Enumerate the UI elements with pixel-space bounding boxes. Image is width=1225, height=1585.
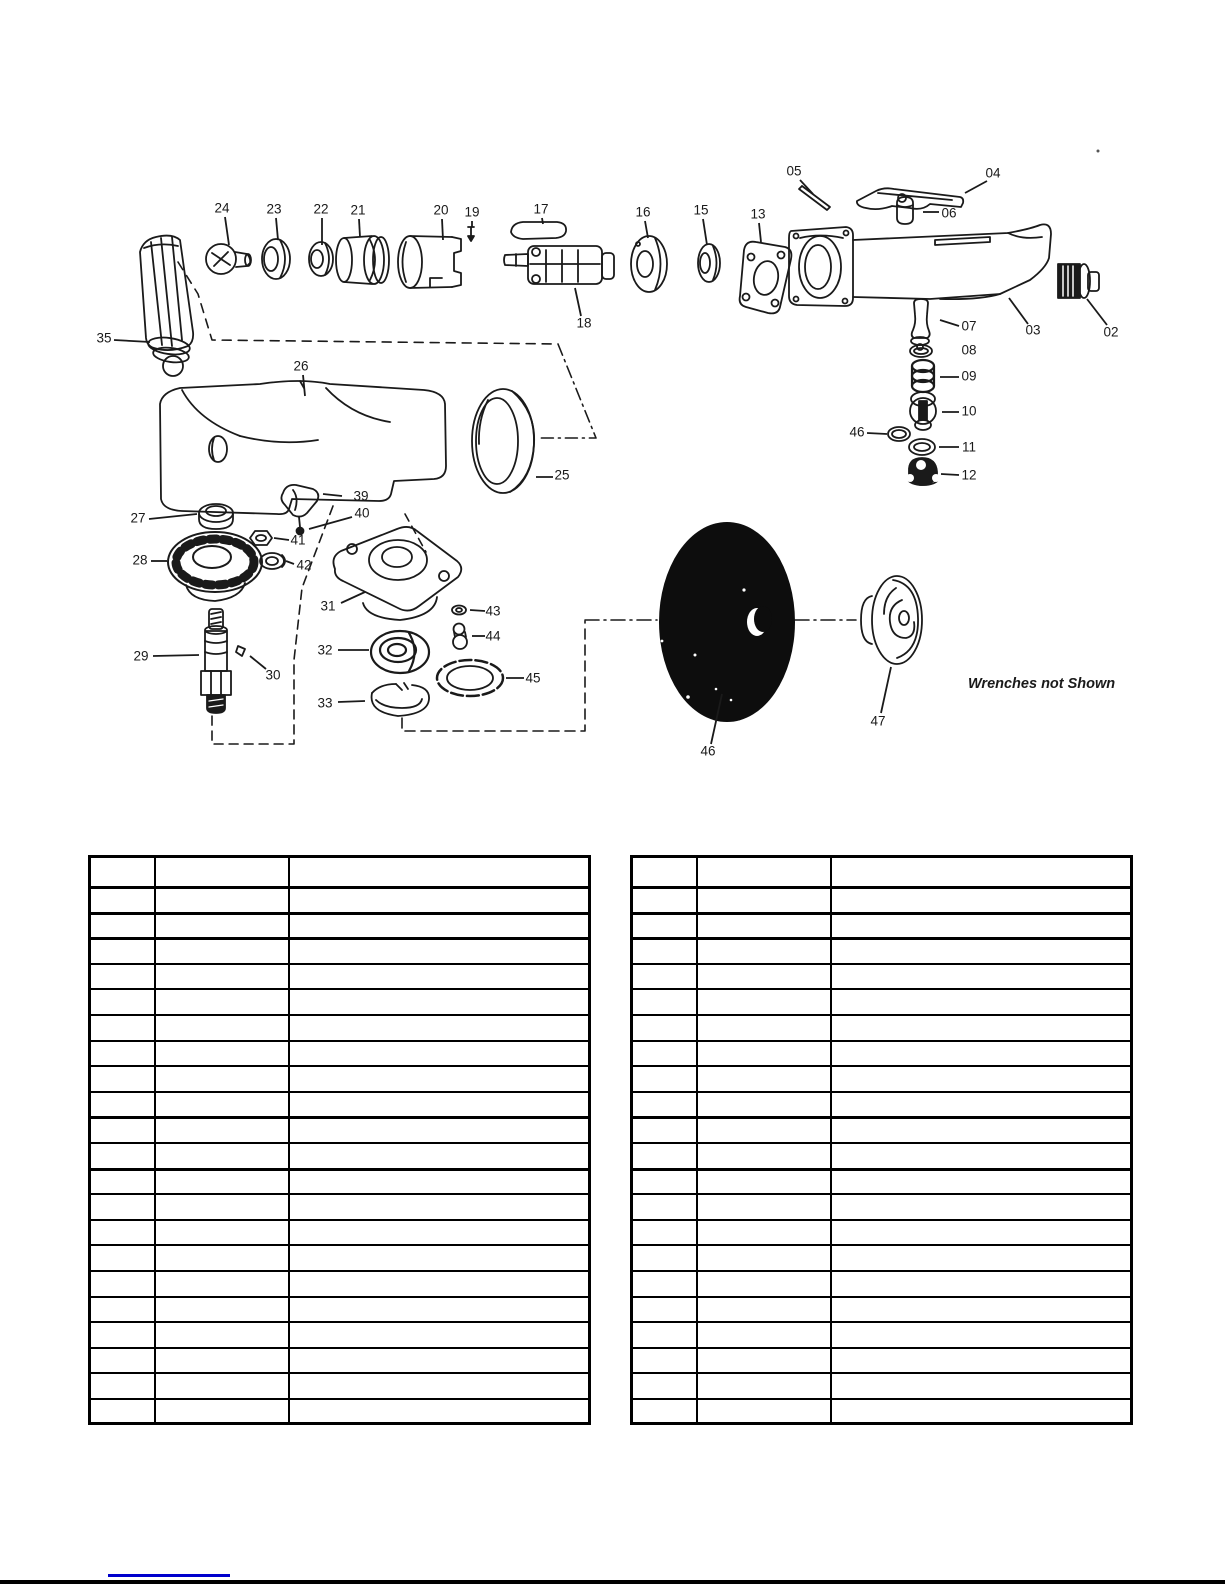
table-row — [91, 1091, 588, 1117]
table-cell — [91, 965, 154, 989]
table-cell — [91, 1272, 154, 1296]
part-43-o-ring — [452, 606, 466, 615]
table-cell — [91, 915, 154, 938]
callout-leader-42 — [286, 561, 294, 564]
callout-leader-30 — [250, 656, 266, 669]
table-cell — [91, 940, 154, 963]
part-10-valve — [910, 392, 936, 430]
table-cell — [288, 1323, 588, 1347]
table-cell — [288, 990, 588, 1014]
part-callout-15: 15 — [693, 202, 709, 218]
table-row — [633, 963, 1130, 989]
table-row — [91, 912, 588, 938]
callout-leader-29 — [153, 655, 199, 656]
part-callout-07: 07 — [961, 318, 977, 334]
table-cell — [91, 1144, 154, 1168]
table-row — [633, 1065, 1130, 1091]
table-cell — [154, 1298, 288, 1322]
part-46-abrasive-disc — [659, 522, 795, 727]
table-cell — [288, 1400, 588, 1424]
part-callout-20: 20 — [433, 202, 449, 218]
part-callout-11: 11 — [961, 439, 977, 455]
table-row — [633, 1270, 1130, 1296]
part-callout-24: 24 — [214, 200, 230, 216]
part-30-key — [236, 646, 245, 656]
table-cell — [696, 1144, 830, 1168]
table-cell — [154, 1323, 288, 1347]
table-cell — [830, 858, 1130, 886]
part-31-bearing-plate — [333, 527, 461, 620]
part-callout-31: 31 — [320, 598, 336, 614]
part-33-snap-ring — [372, 683, 430, 716]
table-row — [633, 1321, 1130, 1347]
part-callout-27: 27 — [130, 510, 146, 526]
callout-leader-47 — [881, 667, 891, 713]
part-12-cap-nut — [906, 458, 940, 485]
part-callout-30: 30 — [265, 667, 281, 683]
part-21-cup — [336, 236, 389, 284]
part-callout-28: 28 — [132, 552, 148, 568]
table-cell — [91, 1246, 154, 1270]
part-41-nut — [250, 531, 272, 545]
table-row — [91, 1040, 588, 1066]
table-cell — [288, 1195, 588, 1219]
table-cell — [696, 858, 830, 886]
table-cell — [154, 1042, 288, 1066]
table-cell — [91, 1119, 154, 1142]
table-row — [633, 1347, 1130, 1373]
part-callout-41: 41 — [290, 532, 306, 548]
callout-leader-40 — [309, 517, 352, 529]
table-cell — [154, 1374, 288, 1398]
part-39-lock-lever — [281, 485, 318, 527]
part-callout-40: 40 — [354, 505, 370, 521]
table-row — [91, 1193, 588, 1219]
table-cell — [830, 1246, 1130, 1270]
part-32-bearing — [371, 631, 429, 673]
part-29-spindle — [201, 609, 231, 713]
part-35-handle-grip — [140, 236, 193, 376]
table-row — [633, 1398, 1130, 1424]
table-row — [91, 1296, 588, 1322]
part-19-pin — [468, 227, 474, 241]
table-cell — [91, 990, 154, 1014]
part-09-spring — [912, 360, 934, 392]
table-row — [633, 1219, 1130, 1245]
table-row — [633, 1091, 1130, 1117]
table-row — [91, 1372, 588, 1398]
table-cell — [154, 1093, 288, 1117]
table-cell — [154, 940, 288, 963]
table-cell — [830, 1195, 1130, 1219]
table-cell — [288, 1221, 588, 1245]
table-cell — [288, 858, 588, 886]
table-row — [633, 858, 1130, 886]
table-cell — [91, 1323, 154, 1347]
table-cell — [696, 965, 830, 989]
part-02-inlet-bushing — [1058, 264, 1099, 298]
table-row — [91, 1398, 588, 1424]
callout-leader-31 — [341, 592, 365, 603]
part-callout-02: 02 — [1103, 324, 1119, 340]
part-callout-19: 19 — [464, 204, 480, 220]
callout-leader-12 — [941, 474, 959, 475]
table-cell — [696, 1171, 830, 1194]
table-cell — [633, 1042, 696, 1066]
table-cell — [91, 1298, 154, 1322]
callout-leader-26 — [303, 375, 305, 396]
table-cell — [633, 965, 696, 989]
table-row — [91, 1321, 588, 1347]
table-cell — [154, 1272, 288, 1296]
part-callout-16: 16 — [635, 204, 651, 220]
table-row — [633, 1142, 1130, 1168]
table-cell — [830, 915, 1130, 938]
part-callout-46: 46 — [849, 424, 865, 440]
part-callout-26: 26 — [293, 358, 309, 374]
table-row — [91, 1065, 588, 1091]
table-cell — [830, 1171, 1130, 1194]
table-cell — [154, 858, 288, 886]
table-cell — [154, 1246, 288, 1270]
table-cell — [830, 1221, 1130, 1245]
part-callout-03: 03 — [1025, 322, 1041, 338]
table-cell — [633, 915, 696, 938]
callout-leader-18 — [575, 288, 581, 316]
callout-leader-27 — [149, 514, 197, 519]
scan-speck — [1097, 150, 1100, 153]
table-cell — [830, 1374, 1130, 1398]
table-cell — [154, 1221, 288, 1245]
table-cell — [154, 1067, 288, 1091]
table-cell — [830, 940, 1130, 963]
table-cell — [288, 1067, 588, 1091]
table-cell — [696, 990, 830, 1014]
table-row — [91, 1270, 588, 1296]
table-cell — [288, 915, 588, 938]
table-cell — [633, 940, 696, 963]
part-22-ring — [309, 242, 333, 276]
table-cell — [830, 1400, 1130, 1424]
table-cell — [633, 990, 696, 1014]
table-cell — [633, 1016, 696, 1040]
table-cell — [288, 1144, 588, 1168]
table-cell — [288, 965, 588, 989]
part-26-housing-cover — [160, 381, 446, 514]
table-cell — [696, 1042, 830, 1066]
table-cell — [288, 1016, 588, 1040]
table-cell — [288, 1119, 588, 1142]
callout-leader-43 — [470, 610, 485, 611]
table-cell — [830, 1298, 1130, 1322]
table-cell — [91, 1093, 154, 1117]
table-row — [633, 988, 1130, 1014]
table-cell — [830, 1272, 1130, 1296]
table-cell — [830, 1144, 1130, 1168]
table-cell — [633, 1272, 696, 1296]
callout-leader-41 — [274, 538, 289, 540]
table-cell — [696, 1374, 830, 1398]
table-cell — [288, 1374, 588, 1398]
table-cell — [91, 1016, 154, 1040]
table-cell — [830, 1323, 1130, 1347]
page-bottom-rule — [0, 1580, 1225, 1584]
table-cell — [830, 1042, 1130, 1066]
table-cell — [91, 1195, 154, 1219]
table-cell — [633, 1298, 696, 1322]
table-cell — [288, 1171, 588, 1194]
table-row — [633, 1014, 1130, 1040]
callout-leader-46 — [867, 433, 887, 434]
table-row — [633, 1372, 1130, 1398]
part-callout-04: 04 — [985, 165, 1001, 181]
part-callout-25: 25 — [554, 467, 570, 483]
callout-leader-24 — [225, 217, 229, 245]
table-cell — [633, 889, 696, 912]
table-cell — [288, 940, 588, 963]
part-23-ring — [262, 239, 290, 279]
table-cell — [830, 990, 1130, 1014]
part-callout-18: 18 — [576, 315, 592, 331]
table-row — [633, 886, 1130, 912]
table-cell — [830, 889, 1130, 912]
callout-leader-15 — [703, 219, 707, 245]
table-cell — [91, 1171, 154, 1194]
part-18-rotor — [504, 246, 614, 284]
table-row — [91, 1244, 588, 1270]
part-07-valve-stem — [911, 299, 930, 350]
table-row — [633, 1168, 1130, 1194]
table-cell — [288, 1349, 588, 1373]
table-row — [91, 1168, 588, 1194]
table-row — [91, 886, 588, 912]
callout-leader-33 — [338, 701, 365, 702]
part-05-pin — [799, 186, 830, 210]
callout-leader-39 — [323, 494, 342, 496]
table-cell — [696, 915, 830, 938]
table-cell — [91, 889, 154, 912]
table-cell — [633, 1093, 696, 1117]
part-08-o-ring — [910, 345, 932, 357]
callout-leader-23 — [276, 218, 278, 240]
part-callout-13: 13 — [750, 206, 766, 222]
table-cell — [696, 1067, 830, 1091]
table-cell — [154, 990, 288, 1014]
callout-leader-03 — [1009, 298, 1028, 324]
table-cell — [633, 1195, 696, 1219]
table-cell — [830, 1016, 1130, 1040]
table-row — [633, 1040, 1130, 1066]
part-47-backing-pad — [861, 576, 922, 664]
table-row — [633, 1193, 1130, 1219]
table-cell — [154, 1016, 288, 1040]
table-cell — [633, 1067, 696, 1091]
table-row — [633, 937, 1130, 963]
table-cell — [154, 1119, 288, 1142]
callout-leader-17 — [542, 218, 543, 224]
table-row — [633, 1116, 1130, 1142]
part-callout-05: 05 — [786, 163, 802, 179]
table-cell — [154, 1349, 288, 1373]
table-cell — [154, 915, 288, 938]
callout-leader-02 — [1087, 299, 1107, 325]
table-cell — [830, 1067, 1130, 1091]
part-callout-22: 22 — [313, 201, 329, 217]
table-cell — [91, 858, 154, 886]
part-28-gear — [168, 532, 262, 601]
wrenches-note: Wrenches not Shown — [968, 676, 1116, 692]
callout-leader-20 — [442, 219, 443, 240]
table-cell — [91, 1374, 154, 1398]
table-cell — [696, 1272, 830, 1296]
table-cell — [633, 1119, 696, 1142]
part-callout-23: 23 — [266, 201, 282, 217]
part-13-gasket — [740, 242, 792, 314]
table-row — [91, 963, 588, 989]
table-cell — [288, 1246, 588, 1270]
part-callout-46: 46 — [700, 743, 716, 759]
table-cell — [696, 1349, 830, 1373]
table-cell — [288, 1093, 588, 1117]
table-row — [91, 1116, 588, 1142]
table-cell — [288, 1272, 588, 1296]
table-cell — [154, 1171, 288, 1194]
table-cell — [633, 1144, 696, 1168]
table-cell — [830, 1093, 1130, 1117]
part-callout-17: 17 — [533, 201, 549, 217]
table-cell — [696, 1119, 830, 1142]
callout-leader-35 — [114, 340, 150, 342]
part-callout-32: 32 — [317, 642, 333, 658]
part-20-cylinder — [398, 236, 461, 288]
part-11-o-ring — [909, 439, 935, 455]
table-row — [91, 1347, 588, 1373]
part-24-knob — [206, 244, 251, 274]
part-callout-39: 39 — [353, 488, 369, 504]
part-46-o-ring — [888, 427, 910, 441]
table-cell — [696, 1400, 830, 1424]
table-cell — [696, 1195, 830, 1219]
part-callout-10: 10 — [961, 403, 977, 419]
table-cell — [91, 1042, 154, 1066]
part-44-bearing — [453, 624, 467, 650]
table-row — [633, 912, 1130, 938]
table-cell — [696, 1246, 830, 1270]
table-cell — [633, 1323, 696, 1347]
part-callout-29: 29 — [133, 648, 149, 664]
part-03-housing — [789, 224, 1051, 306]
part-callout-47: 47 — [870, 713, 886, 729]
table-row — [633, 1296, 1130, 1322]
callout-leader-21 — [359, 219, 360, 237]
part-42-washer — [260, 553, 285, 569]
part-45-wave-washer — [437, 660, 503, 696]
part-callout-09: 09 — [961, 368, 977, 384]
part-15-ring — [698, 244, 720, 282]
part-27-cap — [199, 504, 233, 529]
part-callout-33: 33 — [317, 695, 333, 711]
part-17-vane — [511, 222, 566, 239]
part-callout-42: 42 — [296, 557, 312, 573]
table-cell — [696, 1093, 830, 1117]
table-cell — [633, 1171, 696, 1194]
part-callout-45: 45 — [525, 670, 541, 686]
part-callout-08: 08 — [961, 342, 977, 358]
table-cell — [91, 1400, 154, 1424]
table-cell — [696, 1016, 830, 1040]
part-callout-44: 44 — [485, 628, 501, 644]
table-cell — [696, 940, 830, 963]
part-callout-12: 12 — [961, 467, 977, 483]
parts-table-right — [630, 855, 1133, 1425]
callout-leader-07 — [940, 320, 959, 326]
table-row — [91, 1014, 588, 1040]
table-row — [91, 937, 588, 963]
table-cell — [633, 858, 696, 886]
table-cell — [830, 1349, 1130, 1373]
part-25-ring — [472, 389, 534, 493]
table-cell — [633, 1349, 696, 1373]
callout-leader-13 — [759, 223, 761, 242]
table-row — [91, 988, 588, 1014]
table-cell — [91, 1221, 154, 1245]
callout-leader-04 — [965, 181, 987, 193]
table-cell — [633, 1221, 696, 1245]
part-callout-43: 43 — [485, 603, 501, 619]
table-cell — [830, 1119, 1130, 1142]
table-cell — [154, 1144, 288, 1168]
table-cell — [288, 889, 588, 912]
table-cell — [633, 1374, 696, 1398]
table-cell — [154, 1195, 288, 1219]
part-callout-21: 21 — [350, 202, 366, 218]
table-row — [91, 1219, 588, 1245]
table-row — [633, 1244, 1130, 1270]
part-16-bearing — [631, 236, 667, 292]
table-cell — [696, 1298, 830, 1322]
table-cell — [696, 889, 830, 912]
table-cell — [91, 1067, 154, 1091]
table-cell — [288, 1042, 588, 1066]
table-cell — [696, 1221, 830, 1245]
table-row — [91, 1142, 588, 1168]
table-cell — [830, 965, 1130, 989]
table-cell — [154, 965, 288, 989]
table-cell — [696, 1323, 830, 1347]
table-cell — [154, 889, 288, 912]
table-cell — [633, 1246, 696, 1270]
table-cell — [633, 1400, 696, 1424]
footer-link-underline[interactable] — [108, 1574, 230, 1577]
part-callout-35: 35 — [96, 330, 112, 346]
part-callout-06: 06 — [941, 205, 957, 221]
table-cell — [91, 1349, 154, 1373]
table-cell — [154, 1400, 288, 1424]
parts-table-left — [88, 855, 591, 1425]
table-row — [91, 858, 588, 886]
table-cell — [288, 1298, 588, 1322]
